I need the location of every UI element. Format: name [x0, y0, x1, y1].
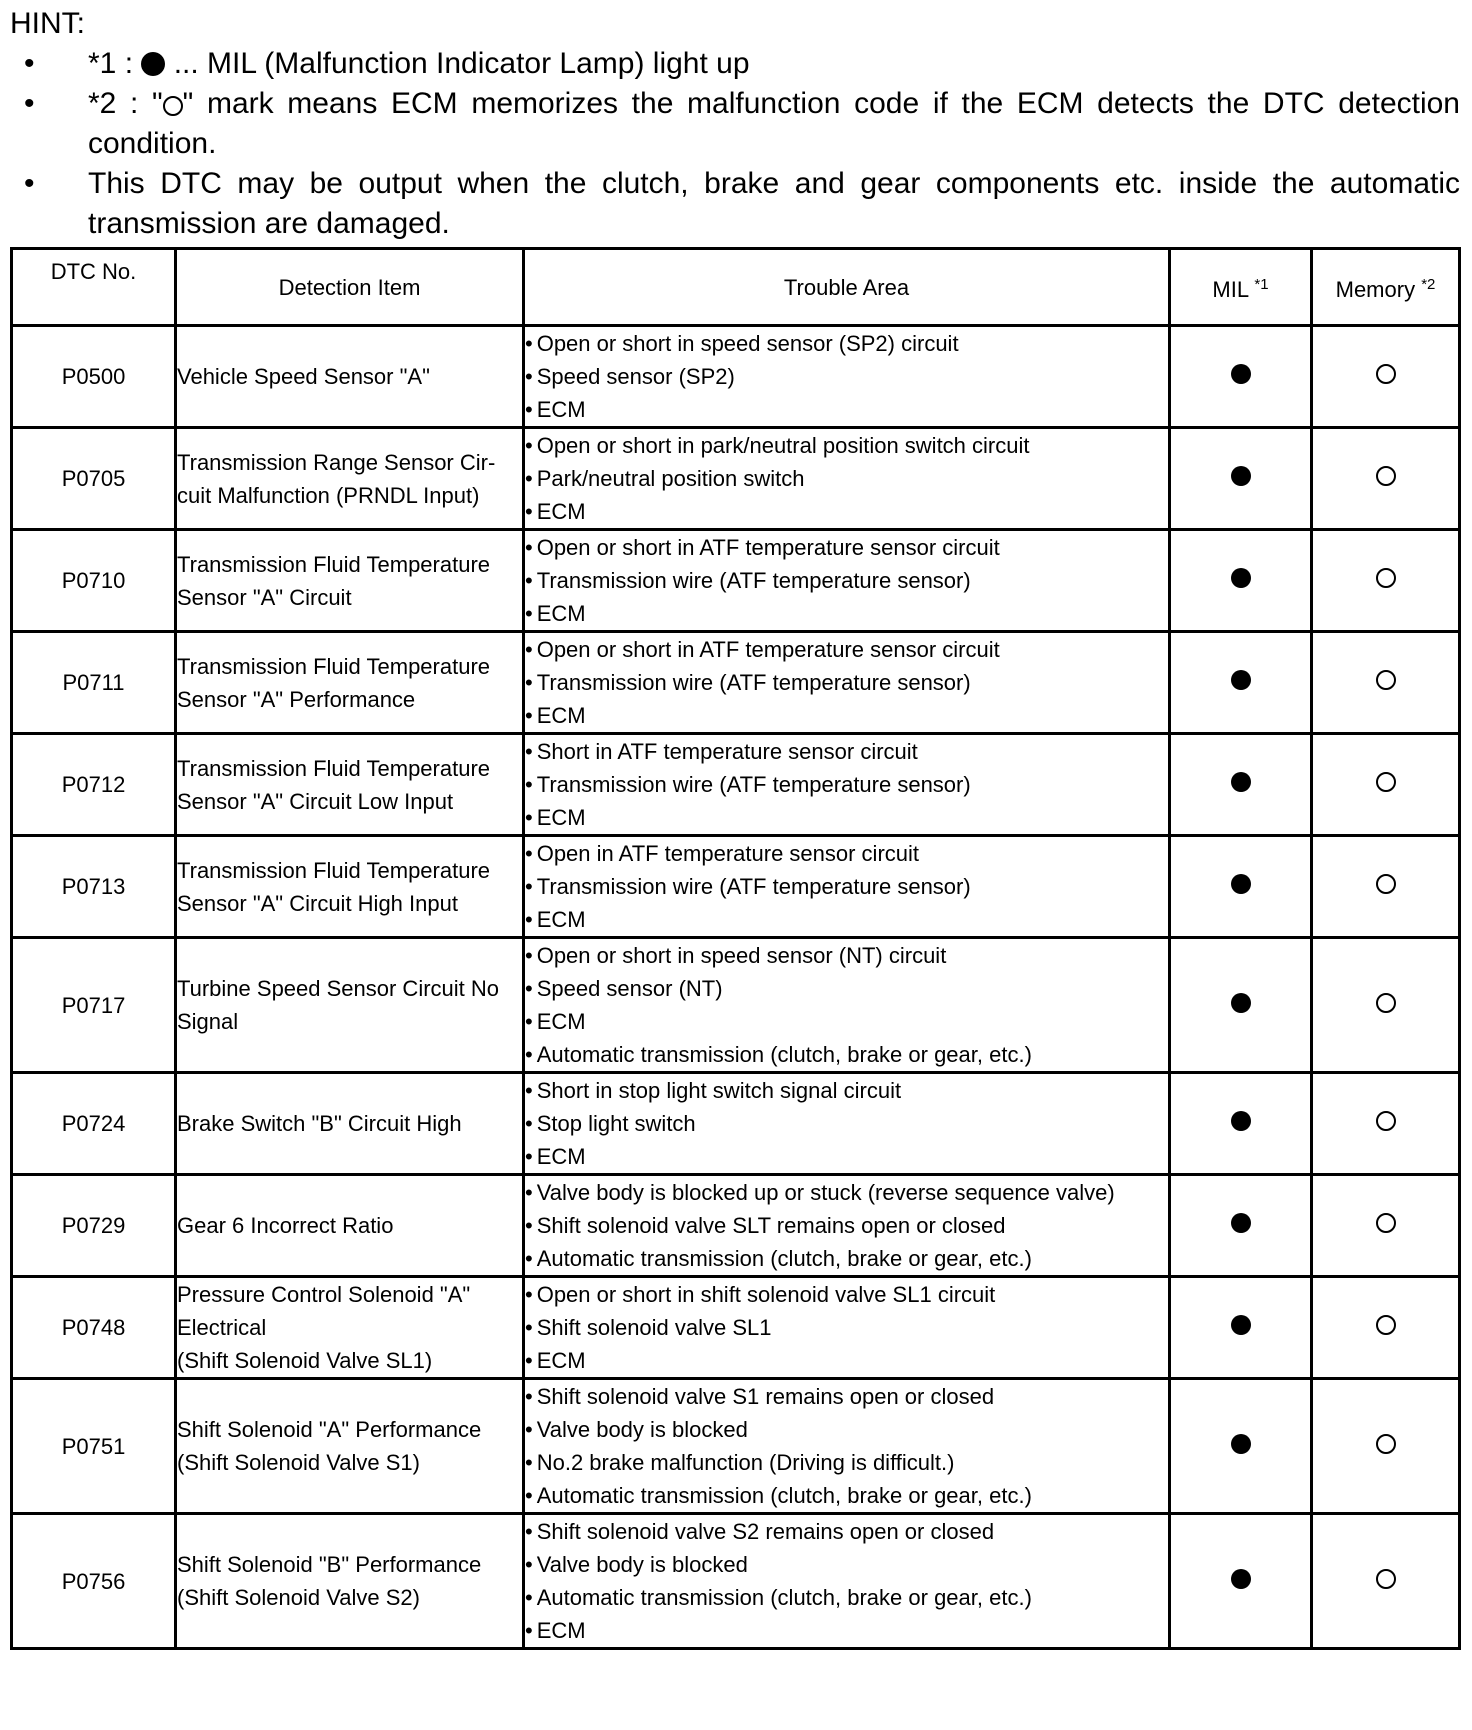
trouble-area-item: • Shift solenoid valve S2 remains open or closed [525, 1515, 1168, 1548]
hint-list [10, 44, 1460, 244]
detection-item [176, 632, 524, 734]
filled-circle-icon [1231, 568, 1251, 588]
detection-item-line: Transmission Fluid Temperature [177, 653, 491, 679]
open-circle-icon [1376, 1213, 1396, 1233]
dtc-code: P0724 [12, 1073, 176, 1175]
dtc-table [10, 247, 1461, 1650]
bullet: • [24, 47, 35, 80]
trouble-area-item: • ECM [525, 1614, 1168, 1647]
trouble-area-item: • Speed sensor (SP2) [525, 360, 1168, 393]
memory-cell [1312, 632, 1460, 734]
detection-item-line: Sensor "A" Performance [177, 686, 416, 712]
table-row [12, 1514, 1460, 1649]
open-circle-icon [163, 96, 183, 116]
detection-item-line: Vehicle Speed Sensor "A" [177, 364, 430, 389]
trouble-area-item: • ECM [525, 699, 1168, 732]
mil-cell [1170, 1514, 1312, 1649]
dtc-code: P0712 [12, 734, 176, 836]
detection-item-line: Transmission Range Sensor Cir- [177, 449, 496, 475]
detection-item [176, 530, 524, 632]
detection-item-line: Sensor "A" Circuit High Input [177, 890, 458, 916]
trouble-area [524, 938, 1170, 1073]
trouble-area-item: • Shift solenoid valve SL1 [525, 1311, 1168, 1344]
trouble-area-item: • Open or short in speed sensor (NT) circuit [525, 939, 1168, 972]
table-row [12, 734, 1460, 836]
header-mil: MIL $^{*1}$ [1170, 249, 1312, 326]
dtc-code: P0705 [12, 428, 176, 530]
trouble-area-item: • Open or short in ATF temperature sensor circuit [525, 531, 1168, 564]
detection-item [176, 428, 524, 530]
hint-item [10, 44, 1460, 84]
mil-cell [1170, 1073, 1312, 1175]
detection-item-line: Gear 6 Incorrect Ratio [177, 1213, 394, 1238]
memory-cell [1312, 836, 1460, 938]
detection-item-line: Brake Switch "B" Circuit High [177, 1111, 462, 1136]
trouble-area-item: • Transmission wire (ATF temperature sensor) [525, 666, 1168, 699]
header-memory: Memory $^{*2}$ [1312, 249, 1460, 326]
header-detection-item: Detection Item [176, 249, 524, 326]
dtc-code: P0748 [12, 1277, 176, 1379]
trouble-area [524, 428, 1170, 530]
mil-cell [1170, 530, 1312, 632]
open-circle-icon [1376, 670, 1396, 690]
table-body [12, 326, 1460, 1649]
hint-prefix: *2 : " [88, 87, 163, 120]
trouble-area-item: • ECM [525, 495, 1168, 528]
memory-cell [1312, 1073, 1460, 1175]
detection-item-line: cuit Malfunction (PRNDL Input) [177, 482, 480, 508]
detection-item-line: Electrical [177, 1315, 267, 1340]
trouble-area-item: • Valve body is blocked [525, 1548, 1168, 1581]
table-row [12, 1073, 1460, 1175]
detection-item [176, 1073, 524, 1175]
open-circle-icon [1376, 993, 1396, 1013]
open-circle-icon [1376, 772, 1396, 792]
mil-cell [1170, 428, 1312, 530]
trouble-area-item: • No.2 brake malfunction (Driving is difficult.) [525, 1446, 1168, 1479]
detection-item-line: (Shift Solenoid Valve S2) [177, 1585, 420, 1610]
trouble-area-item: • Short in ATF temperature sensor circuit [525, 735, 1168, 768]
memory-cell [1312, 1277, 1460, 1379]
detection-item [176, 326, 524, 428]
table-row [12, 1175, 1460, 1277]
trouble-area-item: • Short in stop light switch signal circuit [525, 1074, 1168, 1107]
trouble-area-item: • Park/neutral position switch [525, 462, 1168, 495]
detection-item-line: Shift Solenoid "A" Performance [177, 1417, 482, 1442]
hint-text: " mark means ECM memorizes the malfunction code if the ECM detects the DTC detection condition. [88, 87, 1460, 160]
mil-cell [1170, 632, 1312, 734]
trouble-area-item: • Shift solenoid valve S1 remains open or closed [525, 1380, 1168, 1413]
dtc-code: P0500 [12, 326, 176, 428]
open-circle-icon [1376, 1111, 1396, 1131]
table-row [12, 938, 1460, 1073]
mil-cell [1170, 326, 1312, 428]
open-circle-icon [1376, 1434, 1396, 1454]
memory-cell [1312, 428, 1460, 530]
bullet: • [24, 87, 35, 120]
filled-circle-icon [1231, 1213, 1251, 1233]
trouble-area-item: • Stop light switch [525, 1107, 1168, 1140]
memory-cell [1312, 1379, 1460, 1514]
mil-cell [1170, 1379, 1312, 1514]
detection-item-line: Transmission Fluid Temperature [177, 857, 491, 883]
trouble-area-item: • Speed sensor (NT) [525, 972, 1168, 1005]
memory-cell [1312, 1514, 1460, 1649]
hint-text: ... MIL (Malfunction Indicator Lamp) light up [165, 47, 750, 80]
trouble-area-item: • Open or short in shift solenoid valve SL1 circuit [525, 1278, 1168, 1311]
trouble-area [524, 632, 1170, 734]
filled-circle-icon [1231, 1434, 1251, 1454]
mil-cell [1170, 938, 1312, 1073]
hint-text: This DTC may be output when the clutch, brake and gear components etc. inside the automatic transmission are damaged. [88, 167, 1460, 240]
trouble-area-item: • Shift solenoid valve SLT remains open or closed [525, 1209, 1168, 1242]
trouble-area-item: • Open or short in speed sensor (SP2) circuit [525, 327, 1168, 360]
detection-item [176, 1379, 524, 1514]
detection-item-line: Transmission Fluid Temperature [177, 551, 491, 577]
memory-cell [1312, 530, 1460, 632]
trouble-area [524, 1514, 1170, 1649]
bullet: • [24, 167, 35, 200]
filled-circle-icon [1231, 670, 1251, 690]
trouble-area [524, 530, 1170, 632]
dtc-code: P0711 [12, 632, 176, 734]
hint-prefix: *1 : [88, 47, 142, 80]
trouble-area-item: • ECM [525, 903, 1168, 936]
hint-title: HINT: [10, 7, 85, 40]
trouble-area-item: • Open in ATF temperature sensor circuit [525, 837, 1168, 870]
dtc-code: P0717 [12, 938, 176, 1073]
trouble-area-item: • Open or short in park/neutral position switch circuit [525, 429, 1168, 462]
filled-circle-icon [1231, 993, 1251, 1013]
trouble-area-item: • Automatic transmission (clutch, brake or gear, etc.) [525, 1038, 1168, 1071]
detection-item-line: Signal [177, 1009, 239, 1034]
memory-cell [1312, 734, 1460, 836]
trouble-area-item: • Valve body is blocked [525, 1413, 1168, 1446]
detection-item-line: Pressure Control Solenoid "A" [177, 1282, 471, 1307]
table-row [12, 326, 1460, 428]
trouble-area-item: • Open or short in ATF temperature sensor circuit [525, 633, 1168, 666]
mil-cell [1170, 734, 1312, 836]
header-dtc-no: DTC No. [12, 249, 176, 326]
trouble-area [524, 326, 1170, 428]
trouble-area-item: • ECM [525, 1005, 1168, 1038]
detection-item [176, 938, 524, 1073]
open-circle-icon [1376, 1315, 1396, 1335]
trouble-area [524, 734, 1170, 836]
detection-item [176, 1175, 524, 1277]
trouble-area-item: • Transmission wire (ATF temperature sensor) [525, 768, 1168, 801]
open-circle-icon [1376, 568, 1396, 588]
detection-item-line: (Shift Solenoid Valve S1) [177, 1450, 420, 1475]
trouble-area [524, 1073, 1170, 1175]
trouble-area-item: • Valve body is blocked up or stuck (reverse sequence valve) [525, 1176, 1168, 1209]
memory-cell [1312, 1175, 1460, 1277]
open-circle-icon [1376, 1569, 1396, 1589]
dtc-code: P0751 [12, 1379, 176, 1514]
trouble-area [524, 1277, 1170, 1379]
dtc-code: P0710 [12, 530, 176, 632]
filled-circle-icon [1231, 1315, 1251, 1335]
detection-item [176, 1277, 524, 1379]
open-circle-icon [1376, 466, 1396, 486]
detection-item-line: Sensor "A" Circuit [177, 584, 352, 610]
mil-cell [1170, 836, 1312, 938]
hint-item [10, 84, 1460, 164]
trouble-area [524, 1379, 1170, 1514]
detection-item [176, 836, 524, 938]
hint-item [10, 164, 1460, 244]
table-row [12, 1379, 1460, 1514]
memory-cell [1312, 326, 1460, 428]
trouble-area-item: • Automatic transmission (clutch, brake or gear, etc.) [525, 1581, 1168, 1614]
detection-item-line: Turbine Speed Sensor Circuit No [177, 976, 500, 1001]
table-row [12, 428, 1460, 530]
detection-item [176, 1514, 524, 1649]
hint-section [10, 4, 1460, 244]
table-row [12, 1277, 1460, 1379]
dtc-code: P0713 [12, 836, 176, 938]
trouble-area-item: • Automatic transmission (clutch, brake or gear, etc.) [525, 1479, 1168, 1512]
table-row [12, 530, 1460, 632]
trouble-area-item: • Transmission wire (ATF temperature sensor) [525, 870, 1168, 903]
trouble-area-item: • ECM [525, 1344, 1168, 1377]
header-trouble-area: Trouble Area [524, 249, 1170, 326]
dtc-code: P0756 [12, 1514, 176, 1649]
open-circle-icon [1376, 874, 1396, 894]
filled-circle-icon [141, 52, 165, 76]
dtc-code: P0729 [12, 1175, 176, 1277]
trouble-area-item: • ECM [525, 1140, 1168, 1173]
filled-circle-icon [1231, 1569, 1251, 1589]
detection-item-line: Transmission Fluid Temperature [177, 755, 491, 781]
filled-circle-icon [1231, 1111, 1251, 1131]
memory-cell [1312, 938, 1460, 1073]
detection-item-line: Sensor "A" Circuit Low Input [177, 788, 454, 814]
trouble-area-item: • ECM [525, 393, 1168, 426]
table-header-row [12, 249, 1460, 326]
table-row [12, 836, 1460, 938]
trouble-area-item: • Automatic transmission (clutch, brake or gear, etc.) [525, 1242, 1168, 1275]
filled-circle-icon [1231, 772, 1251, 792]
mil-cell [1170, 1175, 1312, 1277]
detection-item-line: (Shift Solenoid Valve SL1) [177, 1348, 433, 1373]
trouble-area-item: • Transmission wire (ATF temperature sensor) [525, 564, 1168, 597]
trouble-area-item: • ECM [525, 801, 1168, 834]
trouble-area [524, 1175, 1170, 1277]
filled-circle-icon [1231, 364, 1251, 384]
filled-circle-icon [1231, 874, 1251, 894]
filled-circle-icon [1231, 466, 1251, 486]
detection-item-line: Shift Solenoid "B" Performance [177, 1552, 482, 1577]
trouble-area-item: • ECM [525, 597, 1168, 630]
open-circle-icon [1376, 364, 1396, 384]
table-row [12, 632, 1460, 734]
trouble-area [524, 836, 1170, 938]
mil-cell [1170, 1277, 1312, 1379]
detection-item [176, 734, 524, 836]
